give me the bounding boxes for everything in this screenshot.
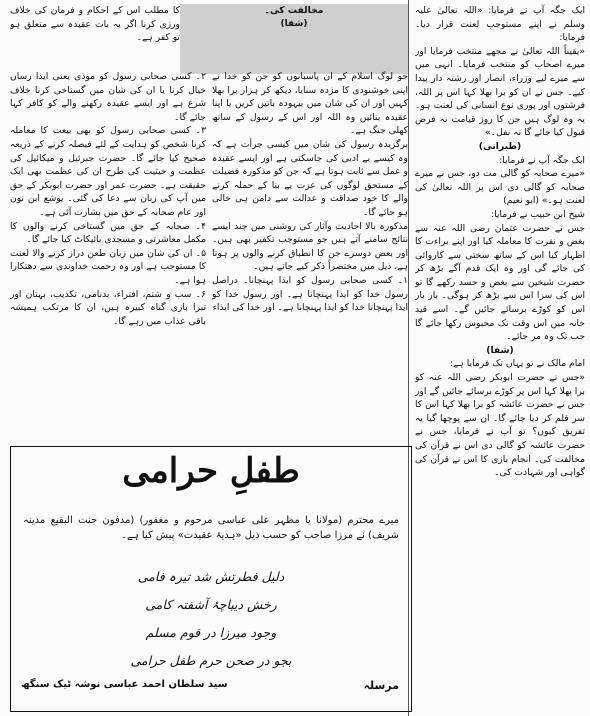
poem-line-4: بجو در صحن حرم طفل حرامی (130, 653, 292, 668)
mid-right-paragraph-4: ۱۔ کسی صحابی رسول کو ایذا پہنچانا۔ دراصل رسول خدا کو ایذا پہنچانا ہے۔ اور رسول خدا کو ایذا پہنچانا خدا کو ایذا پہنچانا ہے۔ اور خدا کی ایذاء (212, 274, 408, 314)
right-citation-2: (شفا) (486, 344, 514, 356)
right-paragraph-6: جس نے حضرت عثمان رضی اللہ عنہ سے بغض و نفرت کا معاملہ کیا اور اپنے براءت کا اظہار کیا اس کے ساتھ سختی سے کاروائی کی جائے گی اور وہ ایک قدم آگے بڑھ کر حضرت شیخین سے بغض و حسد رکھے گا تو اس کی سزا اس سے بڑھ کر ہوگی۔ بار بار اس کو کوڑے برسائے جائیں گے۔ اسے قید خانہ میں اس وقت تک محبوس رکھا جائے گا جب تک وہ مر جائے۔ (415, 222, 585, 343)
right-paragraph-8: «جس نے حضرت ابوبکر رضی اللہ عنہ کو برا بھلا کہا اس پر کوڑے برسائے جائیں گے اور جس نے حضرت عائشہ کو برا بھلا کہا اس کا سر قلم کر دیا جائے گا۔ ان سے پوچھا گیا یہ تفریق کیوں؟ تو آپ نے فرمایا، جس نے حضرت عائشہ کو گالی دی اس نے قرآن کی مخالفت کی۔ انجام بازی کا اس نے قرآن کی گواہی اور شہادت کی۔ (415, 372, 585, 479)
two-column-body (10, 70, 408, 442)
mid-left-paragraph-1: ۲۔ کسی صحابی رسول کو موذی یعنی ایذا رساں خیال کرنا یا ان کی شان میں گستاخی کرنا خلاف شرع ہے اور ایسے عقیدہ رکھنے والے کو کافر کہا جائے گا۔ (10, 71, 206, 123)
shaded-heading: مخالفت کی۔ (264, 5, 324, 16)
right-paragraph-3: ایک جگہ آپ نے فرمایا: (499, 154, 585, 166)
mid-left-paragraph-3: ۴۔ صحابہ کے حق میں گستاخی کرنے والوں کا مکمل معاشرتی و مسجدی بائیکاٹ کیا جائے گا۔ (10, 220, 206, 246)
right-paragraph-2: «یقیناً اللہ تعالیٰ نے مجھے منتخب فرمایا اور میرے اصحاب کو منتخب فرمایا۔ انہی میں سے میرے لیے وزراء، انصار اور رشتہ دار پیدا کیے۔ جس نے ان کو برا بھلا کہا اس پر اللہ، فرشتوں اور پوری نوع انسانی کی لعنت ہو۔ یہ وہ لوگ ہیں جن کا روز قیامت نہ فرض قبول کیا جائے گا نہ نفل۔» (415, 45, 585, 139)
mid-left-paragraph-4: ۵۔ ان کی شان میں زبان طعن دراز کرنے والا لعنت کا مستوجب ہے اور وہ رحمت خداوندی سے دھتکارا ہوا ہے۔ (10, 247, 206, 286)
mid-right-paragraph-2: برگزیدہ رسول کی شان میں کیسی جرأت ہے کہ وہ کیسے بے ادبی کی جاسکتی ہے اور ایسے عقیدہ و عمل سے ثابت ہوتا ہے کہ جن کو مذکورہ فضیلت کے مستحق لوگوں کی عزت بے بنا کے حملہ کرنے والے کا خود صداقت و عدالت سے دامن ہی خالی ہو جائے گا۔ (212, 138, 408, 218)
poem-line-3: وجود میرزا در قوم مسلم (145, 625, 277, 640)
poem-title: طفلِ حرامی (122, 451, 300, 491)
poem-intro: میرے محترم (مولانا یا مظہر علی عباسی مرحوم و مغفور) (مدفون جنت البقیع مدینہ شریف) نے مرزا صاحب کو حسب ذیل «ہدیۂ عقیدت» پیش کیا ہے۔ (23, 515, 399, 541)
right-citation-1: (طبرانی) (478, 140, 522, 152)
mid-left-column (10, 70, 206, 442)
middle-block (10, 4, 408, 442)
poem-line-2: رخش دیباچۂ آشفتہ کامی (145, 597, 277, 612)
right-paragraph-7: امام مالک نے تو یہاں تک فرمایا ہے: (449, 358, 585, 370)
right-paragraph-1: ایک جگہ آپ نے فرمایا: «اللہ تعالیٰ علیہ وسلم نے اپنے مستوجب لعنت قرار دیا۔ فرمایا: (415, 5, 585, 44)
poem-line-1: دلیل فطرتش شد تیرہ فامی (137, 569, 285, 584)
mid-left-paragraph-2: ۳۔ کسی صحابی رسول کو بھی بیعت کا معاملہ کرنا شخص کو ہدایت کے لئے فیصلہ کرنے کے ذریعہ صحیح کیا جائے گا۔ حضرت جبرئیل و میکائیل کی عظمت و حیثیت کی طرح ان کی عظمت بھی ایک حقیقت ہے۔ حضرت عمر اور حضرت ابوبکر کے حق میں آپ کی زبان سے دعا کی گئی۔ یوشع ابن نون اور عام صحابہ کے حق میں بشارت آئی ہے۔ (10, 125, 206, 218)
sender-label: مرسلہ (363, 679, 399, 692)
right-paragraph-4: «میرے صحابہ کو گالی مت دو، جس نے میرے صحابہ کو گالی دی اس پر اللہ تعالیٰ کی لعنت ہو۔» (ابو نعیم) (415, 168, 585, 207)
mid-right-column (212, 70, 408, 442)
shaded-tag: (شفا) (280, 18, 308, 29)
poem-box (10, 446, 412, 712)
poem-lines (31, 563, 391, 675)
mid-left-paragraph-5: ۶۔ سب و شتم، افتراء، بدنامی، تکذیب، بہتان اور تبرا بازی گناہ کبیرہ ہیں، ان کا مرتکب ہمیشہ باقی عذاب میں رہے گا۔ (10, 288, 206, 327)
shaded-text (180, 4, 408, 70)
sender-name: سید سلطان احمد عباسی نوشہ ٹیک سنگھ (21, 679, 228, 690)
top-left-text: کا مطلب اس کے احکام و فرمان کی خلاف ورزی کرنا اگر یہ بات عقیدہ سے متعلق ہو تو کفر ہے۔ (10, 5, 180, 44)
mid-right-paragraph-3: مذکورہ بالا احادیث وآثار کی روشنی میں چند ایسے نتائج سامنے آتے ہیں جو مستوجب تکفیر بھی ہیں۔ اور بعض دوسرے جن کا انطباق کرنے والوں پر ہوتا ہے، ذیل میں مختصراً ذکر کیے جاتے ہیں۔ (212, 220, 408, 273)
mid-right-paragraph-1: جو لوگ اسلام کے ان پاسبانوں کو جن کو خدا نے اپنی خوشنودی کا مژدہ سنایا، دیکھ کر ہزار برا بھلا کہیں اور ان کی شان میں بیہودہ باتیں کریں یا اپنا عقیدہ بنائیں وہ اللہ اور اس کے رسول کے ساتھ کھلی جنگ ہے۔ (212, 71, 408, 137)
right-paragraph-5: شیخ ابن حبیب نے فرمایا: (490, 208, 585, 220)
right-column (415, 4, 585, 712)
